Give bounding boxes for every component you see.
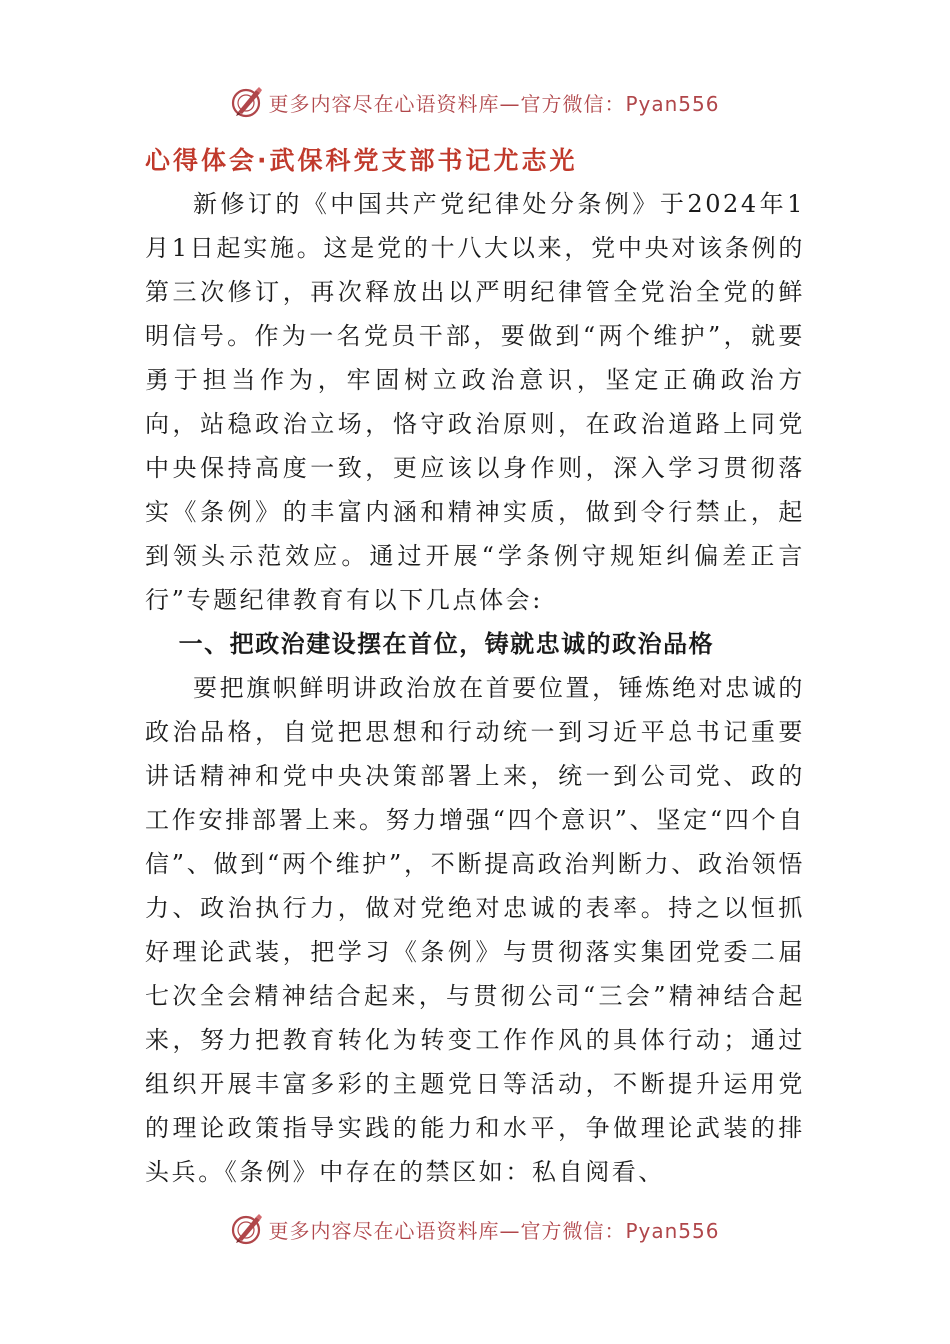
watermark-text: 更多内容尽在心语资料库—官方微信：Pyan556 bbox=[268, 1218, 720, 1243]
header-watermark-banner bbox=[0, 82, 950, 122]
document-body bbox=[145, 140, 805, 1194]
section-heading: 一、把政治建设摆在首位，铸就忠诚的政治品格 bbox=[178, 630, 715, 658]
watermark-text: 更多内容尽在心语资料库—官方微信：Pyan556 bbox=[268, 91, 720, 116]
document-title: 心得体会·武保科党支部书记尤志光 bbox=[145, 146, 578, 175]
intro-paragraph: 新修订的《中国共产党纪律处分条例》于2024年1月1日起实施。这是党的十八大以来，党中央对该条例的第三次修订，再次释放出以严明纪律管全党治全党的鲜明信号。作为一名党员干部，要做到“两个维护”，就要勇于担当作为，牢固树立政治意识，坚定正确政治方向，站稳政治立场，恪守政治原则，在政治道路上同党中央保持高度一致，更应该以身作则，深入学习贯彻落实《条例》的丰富内涵和精神实质，做到令行禁止，起到领头示范效应。通过开展“学条例守规矩纠偏差正言行”专题纪律教育有以下几点体会: bbox=[145, 190, 805, 614]
section-paragraph: 要把旗帜鲜明讲政治放在首要位置，锤炼绝对忠诚的政治品格，自觉把思想和行动统一到习近平总书记重要讲话精神和党中央决策部署上来，统一到公司党、政的工作安排部署上来。努力增强“四个意识”、坚定“四个自信”、做到“两个维护”，不断提高政治判断力、政治领悟力、政治执行力，做对党绝对忠诚的表率。持之以恒抓好理论武装，把学习《条例》与贯彻落实集团党委二届七次全会精神结合起来，与贯彻公司“三会”精神结合起来，努力把教育转化为转变工作作风的具体行动；通过组织开展丰富多彩的主题党日等活动，不断提升运用党的理论政策指导实践的能力和水平，争做理论武装的排头兵。《条例》中存在的禁区如：私自阅看、 bbox=[145, 674, 805, 1186]
pen-logo-icon bbox=[230, 1212, 264, 1246]
footer-watermark-banner bbox=[0, 1209, 950, 1249]
pen-logo-icon bbox=[230, 85, 264, 119]
